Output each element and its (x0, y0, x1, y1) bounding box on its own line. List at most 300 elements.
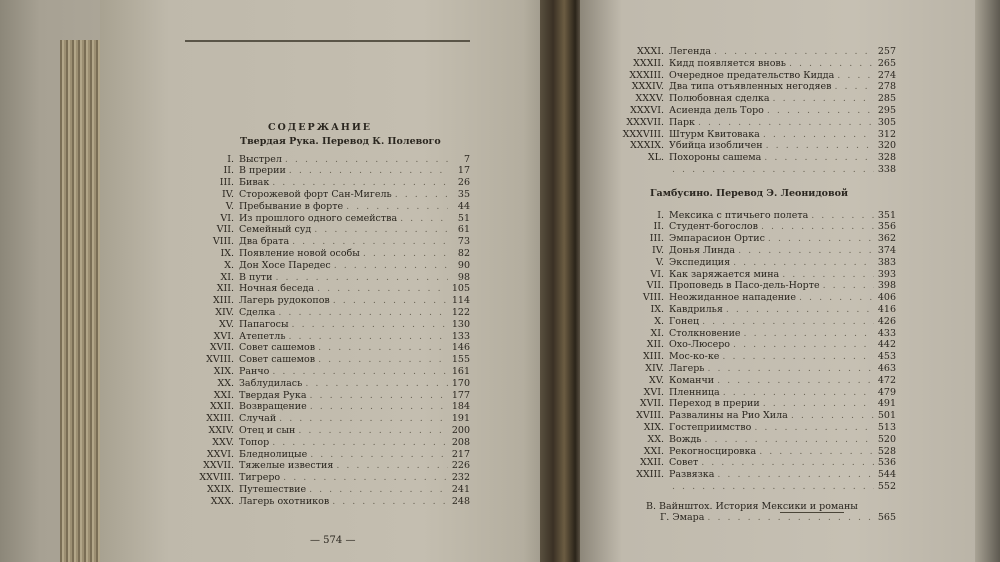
page-ref: 544 (877, 469, 896, 481)
chapter-title: Заблудилась (239, 377, 303, 389)
chapter-title: Из прошлого одного семейства (239, 212, 398, 224)
chapter-title: Топор (239, 436, 270, 448)
chapter-title: Развалины на Рио Хила (669, 410, 788, 422)
leader-dots (695, 117, 874, 129)
chapter-title: Похороны сашема (669, 152, 762, 164)
page-ref: 513 (877, 421, 896, 433)
chapter-number: XXXVIII. (622, 128, 664, 140)
chapter-number: XXIV. (208, 424, 234, 436)
chapter-number: XI. (220, 271, 234, 283)
chapter-title: Гостеприимство (669, 421, 752, 433)
chapter-number: XIII. (212, 295, 234, 307)
leader-dots (760, 129, 874, 141)
page-ref: 552 (877, 480, 896, 492)
leader-dots (307, 401, 448, 413)
chapter-number: XXX. (210, 495, 234, 507)
toc-entry (190, 201, 470, 213)
chapter-number: III. (219, 177, 234, 189)
page-ref: 491 (877, 398, 896, 410)
chapter-title: Мексика с птичьего полета (669, 209, 809, 221)
leader-dots (275, 307, 448, 319)
chapter-title: Возвращение (239, 401, 307, 413)
chapter-number: I. (227, 153, 234, 165)
chapter-number: XXXVI. (630, 104, 664, 116)
chapter-title: Очередное предательство Кидда (669, 69, 835, 81)
leader-dots (723, 304, 874, 316)
leader-dots (719, 351, 874, 363)
toc-entry (610, 292, 896, 304)
toc-entry (190, 390, 470, 402)
leader-dots (276, 413, 448, 425)
page-ref: 383 (877, 256, 896, 268)
chapter-number: XXII. (209, 401, 234, 413)
chapter-number: XXXIII. (629, 69, 664, 81)
book-spine-gutter (540, 0, 584, 562)
leader-dots (760, 398, 874, 410)
chapter-number: XX. (647, 433, 664, 445)
leader-dots (720, 387, 874, 399)
toc-entry (610, 269, 896, 281)
chapter-title: Донья Линда (669, 244, 736, 256)
page-ref: 426 (877, 315, 896, 327)
chapter-title: Тяжелые известия (239, 460, 334, 472)
page-ref: 338 (877, 163, 896, 175)
chapter-number: XVI. (213, 330, 234, 342)
toc-entry (610, 245, 896, 257)
toc-entry (190, 165, 470, 177)
toc-entry (190, 413, 470, 425)
chapter-title: Убийца изобличен (669, 140, 763, 152)
toc-entry (610, 398, 896, 410)
leader-dots (698, 457, 874, 469)
chapter-title: Асиенда дель Торо (669, 104, 764, 116)
chapter-number: V. (655, 256, 664, 268)
page-ref: 433 (877, 327, 896, 339)
chapter-number: XVIII. (206, 354, 234, 366)
page-ref: 278 (877, 81, 896, 93)
leader-dots (704, 363, 874, 375)
chapter-number: XXI. (213, 389, 234, 401)
leader-dots (779, 269, 874, 281)
leader-dots (295, 425, 448, 437)
page-ref: 536 (877, 457, 896, 469)
right-entry-list-bottom (610, 210, 896, 493)
leader-dots (730, 257, 874, 269)
leader-dots (289, 319, 448, 331)
leader-dots (331, 260, 448, 272)
toc-entry (190, 307, 470, 319)
leader-dots (669, 481, 874, 493)
toc-entry (610, 410, 896, 422)
toc-entry (610, 70, 896, 82)
chapter-title: Совет (669, 457, 699, 469)
page-ref: 184 (451, 401, 470, 413)
toc-entry (610, 363, 896, 375)
toc-entry (190, 236, 470, 248)
chapter-number: I. (657, 209, 664, 221)
right-entry-list-top (610, 46, 896, 176)
leader-dots (763, 140, 874, 152)
chapter-number: XL. (647, 152, 664, 164)
toc-entry (610, 81, 896, 93)
toc-entry (190, 460, 470, 472)
leader-dots (786, 58, 874, 70)
chapter-title: Проповедь в Пасо-дель-Норте (669, 280, 820, 292)
page-ref: 265 (877, 57, 896, 69)
page-ref: 98 (457, 271, 470, 283)
toc-heading: СОДЕРЖАНИЕ (267, 122, 373, 133)
leader-dots (701, 434, 874, 446)
chapter-number: XVI. (643, 386, 664, 398)
chapter-title: Бледнолицые (239, 448, 308, 460)
page-ref: 501 (877, 410, 896, 422)
page-ref: 257 (877, 46, 896, 57)
chapter-number: XXII. (639, 457, 664, 469)
page-ref: 362 (877, 233, 896, 245)
leader-dots (302, 378, 448, 390)
leader-dots (314, 283, 448, 295)
toc-entry (190, 401, 470, 413)
toc-entry (610, 164, 896, 176)
page-ref: 130 (451, 318, 470, 330)
chapter-title: Неожиданное нападение (669, 292, 796, 304)
leader-dots (758, 221, 874, 233)
chapter-title: В пути (239, 271, 273, 283)
toc-entry (190, 154, 470, 166)
toc-entry (610, 304, 896, 316)
afterword-author: Г. Эмара (660, 512, 705, 524)
page-ref: 61 (457, 224, 470, 236)
chapter-number: XVII. (209, 342, 234, 354)
chapter-title: Лагерь (669, 362, 705, 374)
chapter-number: XXXII. (633, 57, 664, 69)
toc-entry (610, 140, 896, 152)
page-ref: 51 (457, 212, 470, 224)
leader-dots (333, 460, 448, 472)
page-ref: 191 (451, 413, 470, 425)
chapter-number: XI. (650, 327, 664, 339)
toc-entry (610, 257, 896, 269)
afterword-line-1 (610, 501, 896, 513)
chapter-title: Переход в прерии (669, 398, 760, 410)
chapter-title: Появление новой особы (239, 247, 360, 259)
toc-entry (190, 260, 470, 272)
leader-dots (311, 224, 448, 236)
chapter-title: Два брата (239, 236, 290, 248)
chapter-number: XXV. (212, 436, 234, 448)
page-ref: 122 (451, 306, 470, 318)
leader-dots (820, 280, 874, 292)
page-ref: 274 (877, 69, 896, 81)
page-ref: 217 (451, 448, 470, 460)
chapter-title: Пленница (669, 386, 720, 398)
page-ref: 90 (457, 259, 470, 271)
chapter-number: IV. (222, 188, 234, 200)
chapter-title: Ночная беседа (239, 283, 315, 295)
leader-dots (831, 81, 874, 93)
chapter-number: XXVII. (203, 460, 234, 472)
toc-entry (610, 469, 896, 481)
page-ref: 226 (451, 460, 470, 472)
page-ref: 374 (877, 244, 896, 256)
leader-dots (808, 210, 874, 222)
chapter-number: XIV. (215, 306, 234, 318)
chapter-number: XV. (649, 374, 664, 386)
leader-dots (765, 233, 874, 245)
leader-dots (330, 295, 448, 307)
chapter-number: IV. (652, 244, 664, 256)
leader-dots (397, 213, 448, 225)
chapter-number: VI. (220, 212, 234, 224)
toc-entry (190, 484, 470, 496)
chapter-title: Твердая Рука (239, 389, 307, 401)
leader-dots (315, 354, 448, 366)
chapter-title: Папагосы (239, 318, 289, 330)
toc-entry (190, 283, 470, 295)
page-ref: 7 (463, 153, 470, 165)
toc-entry (610, 129, 896, 141)
left-entry-list (190, 154, 470, 508)
chapter-title: Сторожевой форт Сан-Мигель (239, 188, 392, 200)
chapter-title: Команчи (669, 374, 715, 386)
chapter-number: XV. (219, 318, 234, 330)
chapter-title: Полюбовная сделка (669, 93, 770, 105)
toc-entry (190, 449, 470, 461)
toc-entry (610, 46, 896, 58)
chapter-title: Ранчо (239, 365, 270, 377)
leader-dots (307, 390, 449, 402)
chapter-number: VII. (646, 280, 664, 292)
chapter-number: II. (223, 165, 234, 177)
toc-entry (190, 248, 470, 260)
leader-dots (269, 366, 448, 378)
chapter-title: Пребывание в форте (239, 200, 344, 212)
page-ref: 285 (877, 93, 896, 105)
chapter-title: Охо-Люсеро (669, 339, 731, 351)
leader-dots (796, 292, 874, 304)
chapter-title: Случай (239, 413, 277, 425)
leader-dots (360, 248, 448, 260)
chapter-number: IX. (650, 303, 664, 315)
toc-entry (190, 272, 470, 284)
toc-entry (190, 189, 470, 201)
chapter-number: XVII. (639, 398, 664, 410)
page-ref: 44 (457, 200, 470, 212)
page-ref: 520 (877, 433, 896, 445)
leader-dots (834, 70, 874, 82)
page-ref: 200 (451, 424, 470, 436)
chapter-number: XXVI. (206, 448, 234, 460)
chapter-title: Лагерь рудокопов (239, 295, 330, 307)
page-ref: 105 (451, 283, 470, 295)
toc-entry (190, 496, 470, 508)
chapter-title: Отец и сын (239, 424, 296, 436)
chapter-number: XXIII. (636, 469, 664, 481)
chapter-title: Как заряжается мина (669, 268, 780, 280)
toc-entry (610, 280, 896, 292)
chapter-title: Экспедиция (669, 256, 731, 268)
toc-entry (190, 437, 470, 449)
page-ref: 232 (451, 472, 470, 484)
toc-entry (190, 319, 470, 331)
chapter-title: Штурм Квитовака (669, 128, 760, 140)
page-ref: 305 (877, 116, 896, 128)
afterword-line-2 (610, 512, 896, 524)
toc-entry (190, 472, 470, 484)
page-ref: 248 (451, 495, 470, 507)
page-ref: 35 (457, 188, 470, 200)
leader-dots (307, 449, 448, 461)
chapter-number: XIX. (213, 365, 234, 377)
chapter-number: VIII. (642, 292, 664, 304)
chapter-number: IX. (220, 247, 234, 259)
chapter-title: Семейный суд (239, 224, 312, 236)
afterword-page: 565 (877, 512, 896, 524)
page-ref: 133 (451, 330, 470, 342)
page-ref: 479 (877, 386, 896, 398)
leader-dots (286, 165, 448, 177)
leader-dots (329, 496, 448, 508)
chapter-number: VI. (650, 268, 664, 280)
leader-dots (761, 152, 874, 164)
section-title-2: Гамбусино. Перевод Э. Леонидовой (650, 187, 849, 199)
chapter-number: XII. (646, 339, 664, 351)
leader-dots (741, 328, 874, 340)
right-toc (610, 46, 896, 524)
afterword-title: В. Вайнштох. История Мексики и романы (646, 500, 858, 512)
toc-entry (190, 378, 470, 390)
toc-entry (610, 375, 896, 387)
chapter-number: V. (225, 200, 234, 212)
toc-entry (190, 213, 470, 225)
chapter-number: XIV. (645, 362, 664, 374)
toc-entry (190, 331, 470, 343)
chapter-number: XIX. (643, 421, 664, 433)
chapter-number: XXXI. (636, 46, 664, 57)
chapter-title: Дон Хосе Паредес (239, 259, 331, 271)
chapter-title: Два типа отъявленных негодяев (669, 81, 832, 93)
chapter-title: В прерии (239, 165, 286, 177)
leader-dots (735, 245, 874, 257)
chapter-title: Студент-богослов (669, 221, 758, 233)
chapter-title: Эмпарасион Ортис (669, 233, 765, 245)
page-ref: 453 (877, 351, 896, 363)
leader-dots (699, 316, 874, 328)
toc-entry (610, 434, 896, 446)
page-ref: 320 (877, 140, 896, 152)
page-ref: 393 (877, 268, 896, 280)
leader-dots (756, 446, 874, 458)
chapter-number: XXIII. (206, 413, 234, 425)
chapter-title: Совет сашемов (239, 342, 316, 354)
page-ref: 17 (457, 165, 470, 177)
chapter-number: XXI. (643, 445, 664, 457)
toc-entry (610, 351, 896, 363)
leader-dots (711, 46, 874, 58)
leader-dots (273, 272, 448, 284)
chapter-title: Вождь (669, 433, 702, 445)
toc-entry (610, 105, 896, 117)
leader-dots (286, 331, 449, 343)
page-ref: 177 (451, 389, 470, 401)
page-ref: 416 (877, 303, 896, 315)
page-edges (60, 40, 105, 562)
page-ref: 356 (877, 221, 896, 233)
toc-entry (610, 233, 896, 245)
leader-dots (704, 512, 872, 524)
page-ref: 155 (451, 354, 470, 366)
page-number: — 574 — (310, 535, 356, 546)
page-ref: 472 (877, 374, 896, 386)
page-ref: 528 (877, 445, 896, 457)
chapter-title: Совет сашемов (239, 354, 316, 366)
page-ref: 295 (877, 104, 896, 116)
toc-entry (190, 366, 470, 378)
toc-entry (610, 93, 896, 105)
book-cover-edge (975, 0, 1000, 562)
page-ref: 351 (877, 209, 896, 221)
chapter-title: Путешествие (239, 483, 307, 495)
chapter-number: XXIX. (206, 483, 234, 495)
leader-dots (770, 93, 874, 105)
page-ref: 406 (877, 292, 896, 304)
page-ref: 312 (877, 128, 896, 140)
leader-dots (289, 236, 448, 248)
chapter-title: Кавдрилья (669, 303, 723, 315)
toc-entry (610, 387, 896, 399)
toc-entry (610, 328, 896, 340)
leader-dots (751, 422, 874, 434)
chapter-title: Легенда (669, 46, 711, 57)
toc-entry (610, 422, 896, 434)
chapter-title: Гонец (669, 315, 700, 327)
page-ref: 241 (451, 483, 470, 495)
chapter-number: XIII. (642, 351, 664, 363)
leader-dots (714, 375, 874, 387)
page-ref: 463 (877, 362, 896, 374)
chapter-number: X. (224, 259, 234, 271)
page-ref: 328 (877, 152, 896, 164)
leader-dots (669, 164, 874, 176)
section-title: Твердая Рука. Перевод К. Полевого (240, 135, 441, 147)
toc-entry (610, 210, 896, 222)
toc-entry (610, 446, 896, 458)
leader-dots (282, 154, 448, 166)
header-rule (185, 40, 470, 42)
leader-dots (392, 189, 448, 201)
chapter-number: XXXV. (635, 93, 664, 105)
leader-dots (730, 339, 874, 351)
leader-dots (343, 201, 448, 213)
chapter-number: X. (654, 315, 664, 327)
leader-dots (280, 472, 448, 484)
page-ref: 208 (451, 436, 470, 448)
toc-entry (190, 425, 470, 437)
chapter-title: Лагерь охотников (239, 495, 330, 507)
leader-dots (269, 437, 448, 449)
chapter-title: Выстрел (239, 153, 282, 165)
toc-entry (610, 152, 896, 164)
chapter-title: Сделка (239, 306, 276, 318)
chapter-title: Мос-ко-ке (669, 351, 720, 363)
chapter-title: Бивак (239, 177, 270, 189)
toc-entry (190, 295, 470, 307)
toc-entry (610, 221, 896, 233)
chapter-number: XXXVII. (626, 116, 664, 128)
page-ref: 146 (451, 342, 470, 354)
toc-entry (610, 481, 896, 493)
chapter-number: XXVIII. (199, 472, 234, 484)
